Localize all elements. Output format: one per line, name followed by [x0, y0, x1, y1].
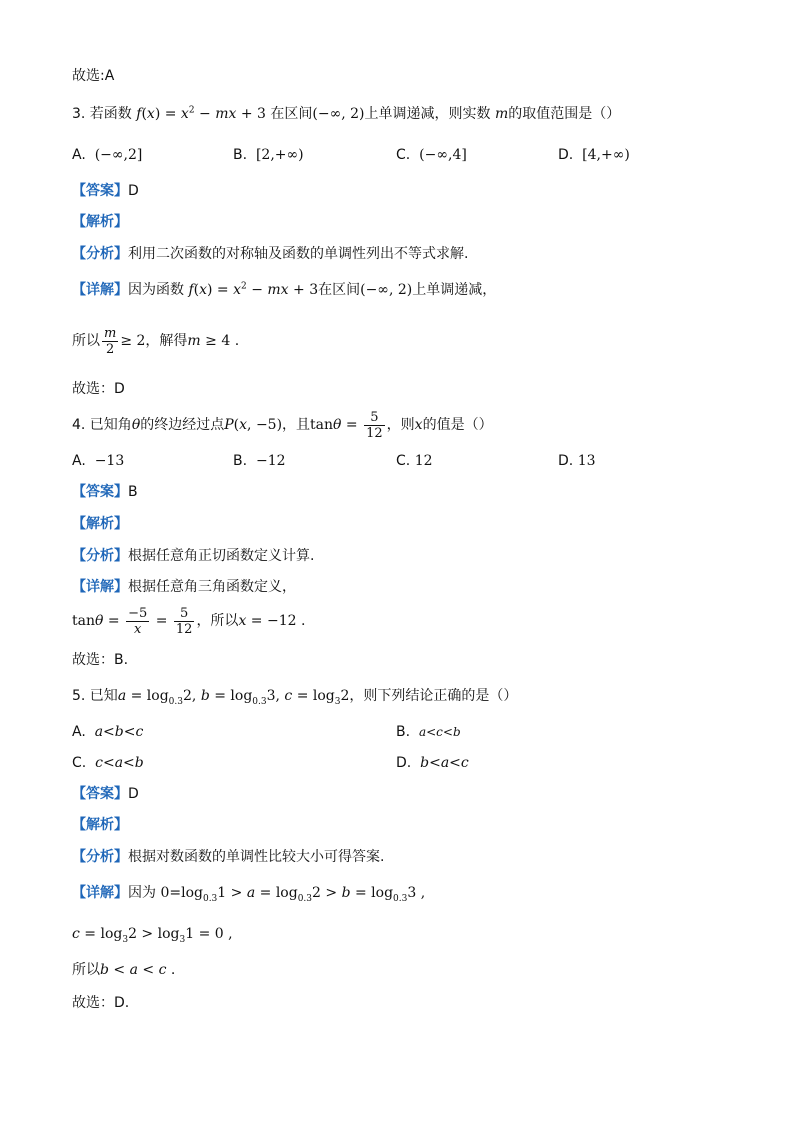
q3-option-b[interactable]: B. [2,+∞): [233, 147, 304, 163]
q3-option-c[interactable]: C. (−∞,4]: [396, 147, 467, 163]
q3-interval: (−∞, 2): [312, 106, 365, 122]
q5-jiexi-heading: 【解析】: [72, 817, 128, 833]
q3-answer: 【答案】D: [72, 183, 139, 199]
q3-jiexi-heading: 【解析】: [72, 214, 128, 230]
q5-conclusion: 故选：D.: [72, 995, 130, 1011]
q4-option-d[interactable]: D. 13: [558, 453, 596, 469]
q5-xiangjie: 【详解】因为 $0=\log_{0.3}1 > a = \log_{0.3}2 > b = \log_{0.3}3$ ,: [72, 885, 426, 904]
q3-function-expr: $f(x) = x^2$ − mx + 3: [136, 105, 266, 122]
q3-option-d[interactable]: D. [4,+∞): [558, 147, 630, 163]
q5-definitions: $a = \log_{0.3}2$, $b = \log_{0.3}3$, $c = \log_32$: [117, 688, 350, 707]
q5-fenxi: 【分析】根据对数函数的单调性比较大小可得答案.: [72, 849, 385, 865]
q3-fenxi: 【分析】利用二次函数的对称轴及函数的单调性列出不等式求解.: [72, 246, 469, 262]
q3-stem-prefix: 3. 若函数: [72, 106, 132, 122]
q5-answer: 【答案】D: [72, 786, 139, 802]
q4-option-c[interactable]: C. 12: [396, 453, 433, 469]
q3-step: 所以 $\frac{m}{2}$ ≥ 2，解得m ≥ 4 .: [72, 325, 240, 357]
q3-xiangjie: 【详解】因为函数 $f(x) = x^2$ − mx + 3在区间(−∞, 2)上单调递减，: [72, 281, 497, 298]
q5-option-b[interactable]: B. a<c<b: [396, 724, 461, 740]
q5-step-c: $c = \log_32 > \log_31 = 0$ ,: [72, 926, 233, 945]
q5-step-order: 所以b < a < c .: [72, 962, 176, 978]
q5-option-a[interactable]: A. a<b<c: [72, 724, 144, 740]
q4-jiexi-heading: 【解析】: [72, 516, 128, 532]
q4-stem: 4. 已知角θ的终边经过点P(x, −5)，且tanθ = $\frac{5}{12}$ ，则x的值是（）: [72, 409, 493, 441]
q3-stem: 3. 若函数 $f(x) = x^2$ − mx + 3 在区间(−∞, 2)上单调递减，则实数 m的取值范围是（）: [72, 105, 621, 122]
q3-fraction-m-over-2: $\frac{m}{2}$: [104, 325, 117, 357]
q5-option-c[interactable]: C. c<a<b: [72, 755, 144, 771]
q4-option-a[interactable]: A. −13: [72, 453, 125, 469]
q3-option-a[interactable]: A. (−∞,2]: [72, 147, 143, 163]
q5-stem: 5. 已知$a = \log_{0.3}2$, $b = \log_{0.3}3$, $c = \log_32$，则下列结论正确的是（）: [72, 688, 518, 707]
q4-fenxi: 【分析】根据任意角正切函数定义计算.: [72, 548, 315, 564]
q4-step: tanθ = $\frac{-5}{x}$ = $\frac{5}{12}$ ，所以x = −12 .: [72, 605, 306, 637]
q4-conclusion: 故选：B.: [72, 652, 129, 668]
q4-xiangjie: 【详解】根据任意角三角函数定义，: [72, 579, 296, 595]
q2-conclusion: 故选:A: [72, 68, 115, 84]
q5-option-d[interactable]: D. b<a<c: [396, 755, 469, 771]
q4-option-b[interactable]: B. −12: [233, 453, 286, 469]
q3-conclusion: 故选：D: [72, 381, 125, 397]
q4-answer: 【答案】B: [72, 484, 138, 500]
